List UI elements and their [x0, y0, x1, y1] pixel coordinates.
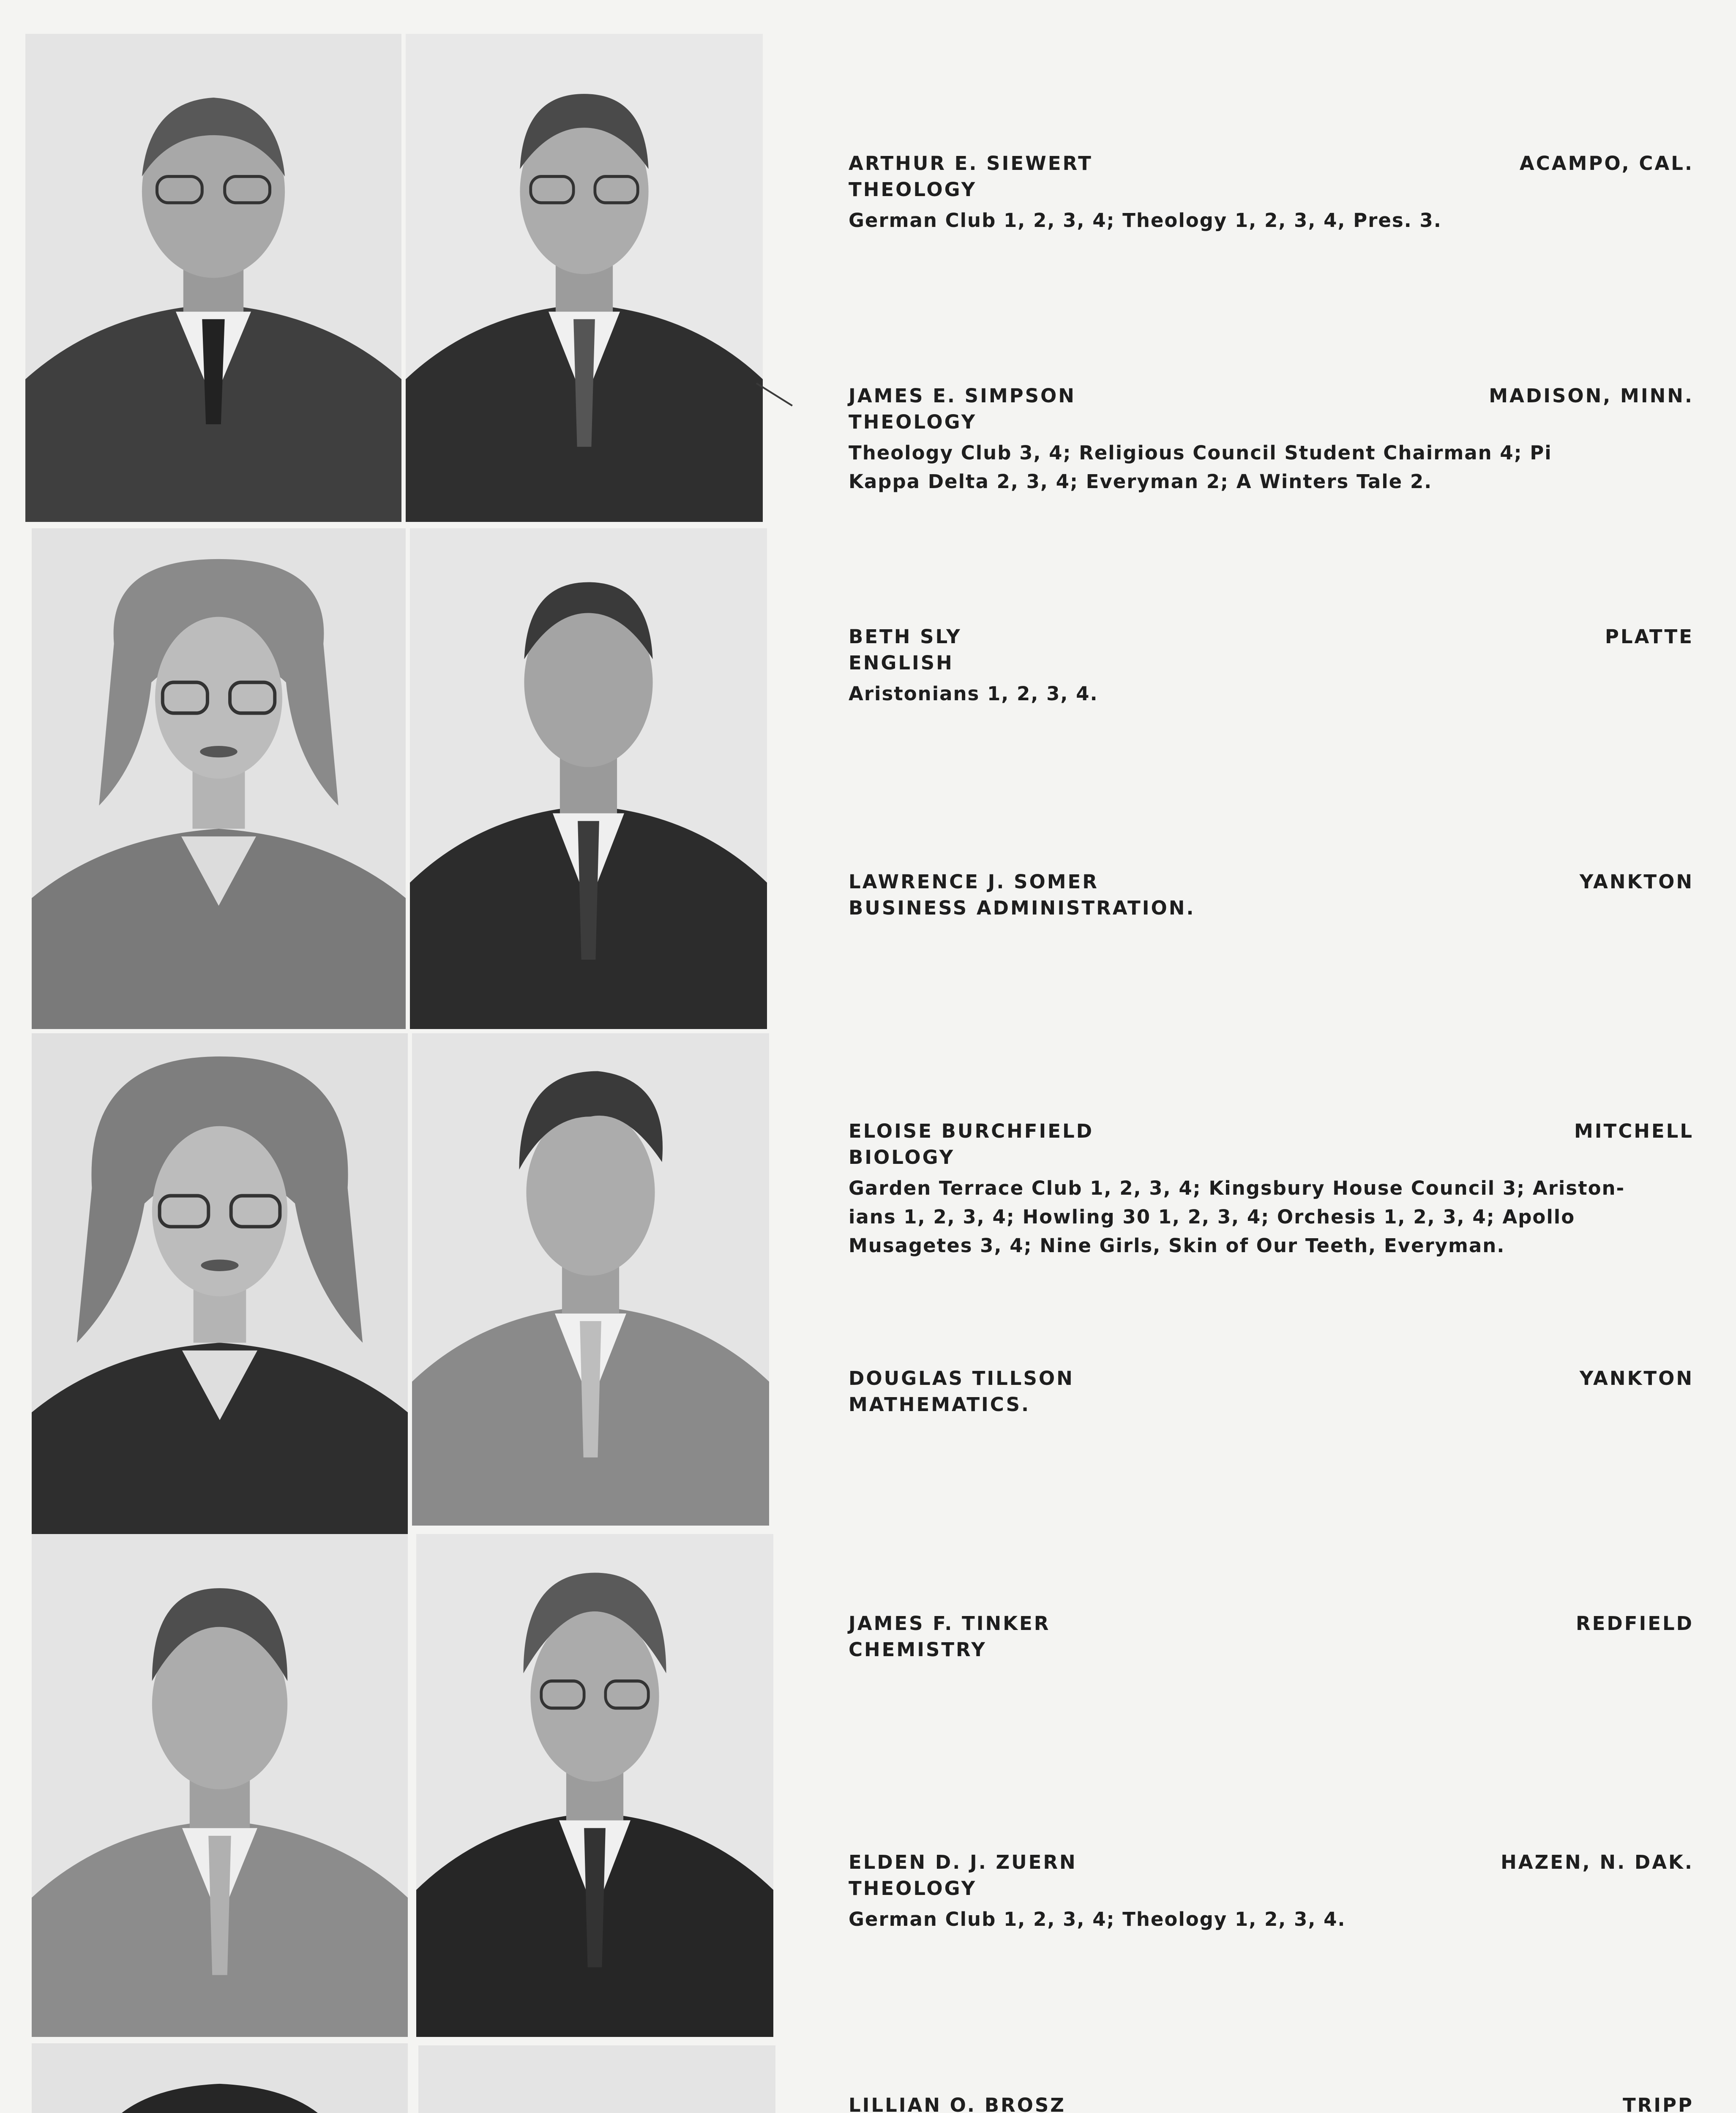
entry-beth-sly: [849, 625, 1694, 708]
entry-elden-zuern: [849, 1851, 1694, 1934]
entry-name: BETH SLY: [849, 625, 962, 648]
entry-arthur-siewert: [849, 152, 1694, 235]
entry-lawrence-somer: [849, 871, 1694, 925]
portrait-douglas-tillson: [412, 1033, 769, 1526]
entry-hometown: PLATTE: [1605, 625, 1694, 648]
entry-activities: Theology Club 3, 4; Religious Council Student Chairman 4; Pi Kappa Delta 2, 3, 4; Everyman 2; A Winters Tale 2.: [849, 442, 1552, 493]
portrait-lawrence-somer: [410, 528, 767, 1029]
entry-major: THEOLOGY: [849, 1877, 977, 1900]
portrait-elden-zuern: [416, 1534, 773, 2037]
entry-name: ELDEN D. J. ZUERN: [849, 1851, 1077, 1873]
entry-hometown: TRIPP: [1622, 2094, 1694, 2113]
entry-major: BIOLOGY: [849, 1146, 955, 1168]
portrait-james-simpson: [406, 34, 763, 522]
entry-name: LILLIAN O. BROSZ: [849, 2094, 1066, 2113]
entry-name: JAMES E. SIMPSON: [849, 385, 1076, 407]
entry-hometown: MADISON, MINN.: [1489, 385, 1694, 407]
entry-activities: Aristonians 1, 2, 3, 4.: [849, 682, 1098, 705]
entry-james-tinker: [849, 1612, 1694, 1666]
entry-major: ENGLISH: [849, 652, 954, 674]
entry-name: LAWRENCE J. SOMER: [849, 871, 1099, 893]
entry-douglas-tillson: [849, 1367, 1694, 1421]
entry-hometown: YANKTON: [1579, 1367, 1694, 1390]
entry-major: CHEMISTRY: [849, 1638, 987, 1661]
entry-name: ARTHUR E. SIEWERT: [849, 152, 1093, 175]
entry-hometown: REDFIELD: [1576, 1612, 1694, 1635]
portrait-anthony-cacek: [418, 2045, 775, 2113]
entry-james-simpson: [849, 385, 1694, 496]
entry-hometown: YANKTON: [1579, 871, 1694, 893]
portrait-lillian-brosz: [32, 2043, 408, 2113]
portrait-beth-sly: [32, 528, 406, 1029]
entry-major: MATHEMATICS.: [849, 1393, 1031, 1416]
entry-major: THEOLOGY: [849, 411, 977, 433]
entry-name: ELOISE BURCHFIELD: [849, 1120, 1094, 1142]
entry-activities: German Club 1, 2, 3, 4; Theology 1, 2, 3, 4, Pres. 3.: [849, 209, 1442, 232]
portrait-james-tinker: [32, 1534, 408, 2037]
portrait-eloise-burchfield: [32, 1033, 408, 1536]
entry-name: JAMES F. TINKER: [849, 1612, 1051, 1635]
entry-activities: German Club 1, 2, 3, 4; Theology 1, 2, 3, 4.: [849, 1908, 1346, 1930]
entry-hometown: HAZEN, N. DAK.: [1501, 1851, 1694, 1873]
portrait-arthur-siewert: [25, 34, 401, 522]
entry-name: DOUGLAS TILLSON: [849, 1367, 1074, 1390]
entry-major: THEOLOGY: [849, 178, 977, 201]
entry-major: BUSINESS ADMINISTRATION.: [849, 897, 1196, 919]
entry-activities: Garden Terrace Club 1, 2, 3, 4; Kingsbury House Council 3; Ariston- ians 1, 2, 3, 4; Howling 30 1, 2, 3, 4; Orchesis 1, 2, 3, 4; Apollo Musagetes 3, 4; Nine Girls, Skin of Our Teeth, Everyman.: [849, 1177, 1625, 1257]
entry-hometown: ACAMPO, CAL.: [1519, 152, 1694, 175]
entry-lillian-brosz: [849, 2094, 1694, 2113]
entry-hometown: MITCHELL: [1574, 1120, 1694, 1142]
entry-eloise-burchfield: [849, 1120, 1694, 1260]
